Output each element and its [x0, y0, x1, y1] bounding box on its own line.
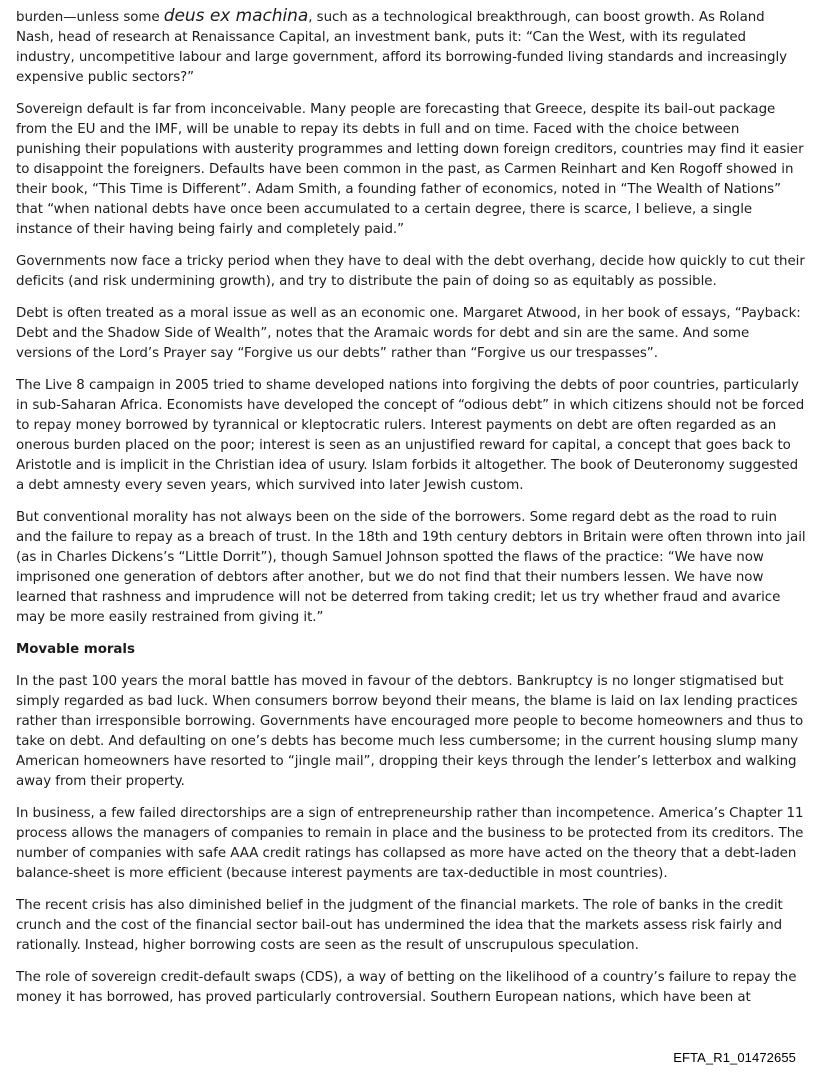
paragraph-live8: The Live 8 campaign in 2005 tried to shame developed nations into forgiving the debts of poor countries, particularly in sub-Saharan Africa. Economists have developed the concept of “odious debt” in which citizens should not be forced to repay money borrowed by tyrannical or kleptocratic rulers. Interest payments on debt are often regarded as an onerous burden placed on the poor; interest is seen as an unjustified reward for capital, a concept that goes back to Aristotle and is implicit in the Christian idea of usury. Islam forbids it altogether. The book of Deuteronomy suggested a debt amnesty every seven years, which survived into later Jewish custom. — [16, 378, 805, 493]
paragraph-sovereign-default: Sovereign default is far from inconceivable. Many people are forecasting that Greece, despite its bail-out package from the EU and the IMF, will be unable to repay its debts in full and on time. Faced with the choice between punishing their populations with austerity programmes and letting down foreign creditors, countries may find it easier to disappoint the foreigners. Defaults have been common in the past, as Carmen Reinhart and Ken Rogoff showed in their book, “This Time is Different”. Adam Smith, a founding father of economics, noted in “The Wealth of Nations” that “when national debts have once been accumulated to a certain degree, there is scarce, I believe, a single instance of their having being fairly and completely paid.” — [16, 102, 804, 237]
paragraph-conventional-morality: But conventional morality has not always been on the side of the borrowers. Some regard debt as the road to ruin and the failure to repay as a breach of trust. In the 18th and 19th century debtors in Britain were often thrown into jail (as in Charles Dickens’s “Little Dorrit”), though Samuel Johnson spotted the flaws of the practice: “We have now imprisoned one generation of debtors after another, but we do not find that their numbers lessen. We have now learned that rashness and imprudence will not be deterred from taking credit; let us try whether fraud and avarice may be more easily restrained from giving it.” — [16, 510, 806, 625]
paragraph-text-start: burden—unless some — [16, 10, 164, 25]
paragraph-text-end: , such as a technological breakthrough, can boost growth. As Roland Nash, head of research at Renaissance Capital, an investment bank, puts it: “Can the West, with its regulated industry, uncompetitive labour and large government, afford its borrowing-funded living standards and increasingly expensive public sectors?” — [16, 10, 788, 85]
paragraph-debt-overhang: Governments now face a tricky period when they have to deal with the debt overhang, decide how quickly to cut their deficits (and risk undermining growth), and try to distribute the pain of doing so as equitably as possible. — [16, 254, 805, 289]
paragraph-business: In business, a few failed directorships are a sign of entrepreneurship rather than incompetence. America’s Chapter 11 process allows the managers of companies to remain in place and the business to be protected from its creditors. The number of companies with safe AAA credit ratings has collapsed as more have acted on the theory that a debt-laden balance-sheet is more efficient (because interest payments are tax-deductible in most countries). — [16, 806, 804, 881]
emphasized-phrase: deus ex machina — [163, 6, 309, 26]
document-id: EFTA_R1_01472655 — [673, 1050, 796, 1065]
paragraph-moral-battle: In the past 100 years the moral battle has moved in favour of the debtors. Bankruptcy is no longer stigmatised but simply regarded as bad luck. When consumers borrow beyond their means, the blame is laid on lax lending practices rather than irresponsible borrowing. Governments have encouraged more people to become homeowners and thus to take on debt. And defaulting on one’s debts has become much less cumbersome; in the current housing slump many American homeowners have resorted to “jingle mail”, dropping their keys through the lender’s letterbox and walking away from their property. — [16, 674, 804, 789]
section-heading: Movable morals — [16, 642, 135, 657]
paragraph-moral-issue: Debt is often treated as a moral issue as well as an economic one. Margaret Atwood, in her book of essays, “Payback: Debt and the Shadow Side of Wealth”, notes that the Aramaic words for debt and sin are the same. And some versions of the Lord’s Prayer say “Forgive us our debts” rather than “Forgive us our trespasses”. — [16, 306, 801, 361]
paragraph-deus-ex-machina — [16, 6, 806, 88]
paragraph-cds: The role of sovereign credit-default swaps (CDS), a way of betting on the likelihood of a country’s failure to repay the money it has borrowed, has proved particularly controversial. Southern European nations, which have been at — [16, 970, 797, 1005]
article-body — [16, 6, 806, 1020]
paragraph-recent-crisis: The recent crisis has also diminished belief in the judgment of the financial markets. The role of banks in the credit crunch and the cost of the financial sector bail-out has undermined the idea that the markets assess risk fairly and rationally. Instead, higher borrowing costs are seen as the result of unscrupulous speculation. — [16, 898, 783, 953]
